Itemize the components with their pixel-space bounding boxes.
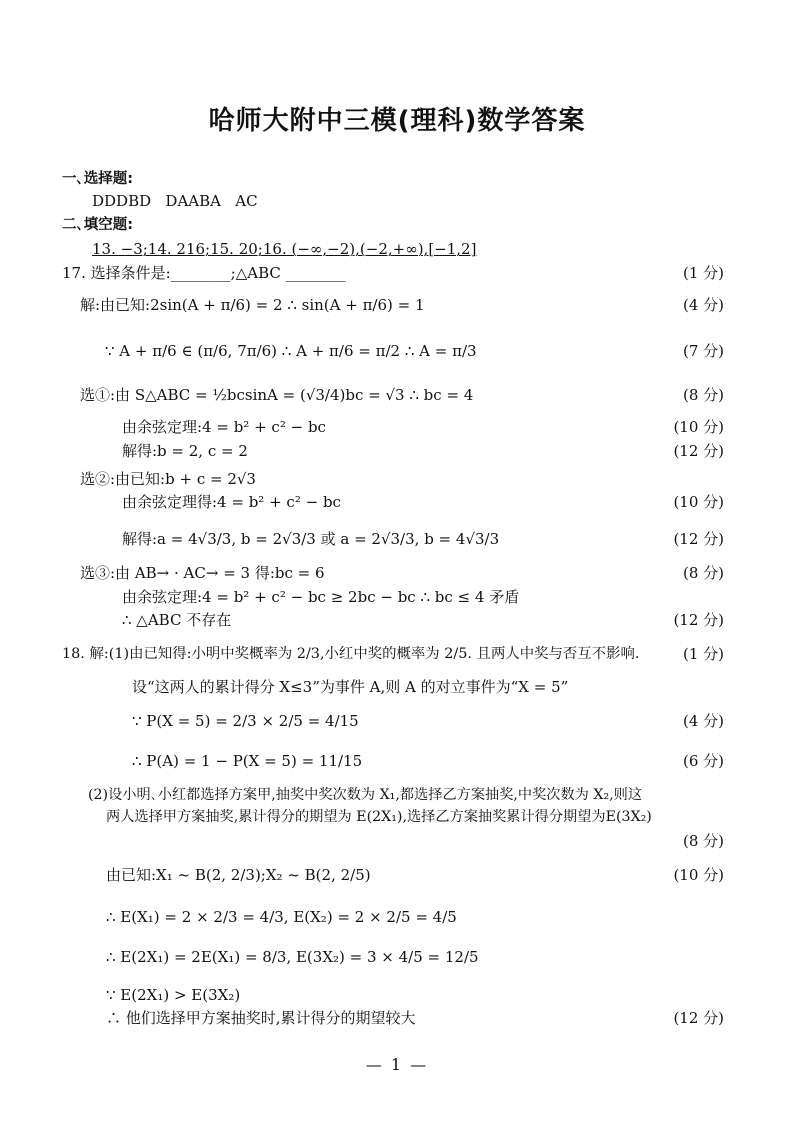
choice-answers: DDDBD DAABA AC — [92, 192, 258, 210]
q18-score-7: (8 分) — [682, 832, 724, 850]
q18-line-6: 两人选择甲方案抽奖,累计得分的期望为 E(2X₁),选择乙方案抽奖累计得分期望为E(3X₂) — [106, 809, 652, 825]
q18-line-5: (2)设小明､小红都选择方案甲,抽奖中奖次数为 X₁,都选择乙方案抽奖,中奖次数为 X₂,则这 — [88, 787, 643, 803]
section-heading-fill: 二､填空题: — [62, 217, 134, 233]
q18-line-9: ∴ E(X₁) = 2 × 2/3 = 4/3, E(X₂) = 2 × 2/5 = 4/5 — [106, 908, 457, 926]
q18-line-8: 由已知:X₁ ~ B(2, 2/3);X₂ ~ B(2, 2/5) — [106, 866, 371, 884]
q17-score-3: (7 分) — [682, 342, 724, 360]
q18-score-3: (4 分) — [682, 712, 724, 730]
page-title: 哈师大附中三模(理科)数学答案 — [208, 106, 586, 136]
q18-line-1: 18. 解:(1)由已知得:小明中奖概率为 2/3,小红中奖的概率为 2/5. 且两人中奖与否互不影响. — [62, 646, 640, 662]
page-number: — 1 — — [365, 1055, 429, 1074]
q17-line-6: 解得:b = 2, c = 2 — [122, 442, 248, 460]
q18-line-3: ∵ P(X = 5) = 2/3 × 2/5 = 4/15 — [132, 712, 359, 730]
q17-line-12: ∴ △ABC 不存在 — [122, 611, 232, 629]
q18-score-4: (6 分) — [682, 752, 724, 770]
q18-line-12: ∴ 他们选择甲方案抽奖时,累计得分的期望较大 — [106, 1009, 416, 1027]
q17-score-2: (4 分) — [682, 296, 724, 314]
q17-score-12: (12 分) — [673, 611, 724, 629]
q17-line-5: 由余弦定理:4 = b² + c² − bc — [122, 418, 326, 436]
q17-line-7: 选②:由已知:b + c = 2√3 — [80, 470, 256, 488]
q17-score-1: (1 分) — [682, 264, 724, 282]
q17-score-6: (12 分) — [673, 442, 724, 460]
q17-line-4: 选①:由 S△ABC = ½bcsinA = (√3/4)bc = √3 ∴ bc = 4 — [80, 386, 474, 404]
q17-score-9: (12 分) — [673, 530, 724, 548]
q18-line-4: ∴ P(A) = 1 − P(X = 5) = 11/15 — [132, 752, 363, 770]
q17-score-5: (10 分) — [673, 418, 724, 436]
section-heading-choice: 一､选择题: — [62, 171, 134, 187]
q17-line-2: 解:由已知:2sin(A + π/6) = 2 ∴ sin(A + π/6) = 1 — [80, 296, 425, 314]
q18-score-1: (1 分) — [682, 645, 724, 663]
q17-line-10: 选③:由 AB→ · AC→ = 3 得:bc = 6 — [80, 564, 325, 582]
fill-answers: 13. −3;14. 216;15. 20;16. (−∞,−2),(−2,+∞),[−1,2] — [92, 240, 477, 258]
q18-score-12: (12 分) — [673, 1009, 724, 1027]
q17-line-1: 17. 选择条件是:________;△ABC ________ — [62, 264, 346, 282]
q18-score-8: (10 分) — [673, 866, 724, 884]
q17-line-11: 由余弦定理:4 = b² + c² − bc ≥ 2bc − bc ∴ bc ≤ 4 矛盾 — [122, 588, 520, 606]
q18-line-11: ∵ E(2X₁) > E(3X₂) — [106, 986, 241, 1004]
q17-score-10: (8 分) — [682, 564, 724, 582]
q18-line-10: ∴ E(2X₁) = 2E(X₁) = 8/3, E(3X₂) = 3 × 4/5 = 12/5 — [106, 948, 479, 966]
q18-line-2: 设“这两人的累计得分 X≤3”为事件 A,则 A 的对立事件为“X = 5” — [132, 678, 569, 696]
q17-line-3: ∵ A + π/6 ∈ (π/6, 7π/6) ∴ A + π/6 = π/2 ∴ A = π/3 — [105, 342, 477, 360]
q17-line-9: 解得:a = 4√3/3, b = 2√3/3 或 a = 2√3/3, b = 4√3/3 — [122, 530, 500, 548]
q17-score-4: (8 分) — [682, 386, 724, 404]
q17-line-8: 由余弦定理得:4 = b² + c² − bc — [122, 493, 341, 511]
q17-score-8: (10 分) — [673, 493, 724, 511]
